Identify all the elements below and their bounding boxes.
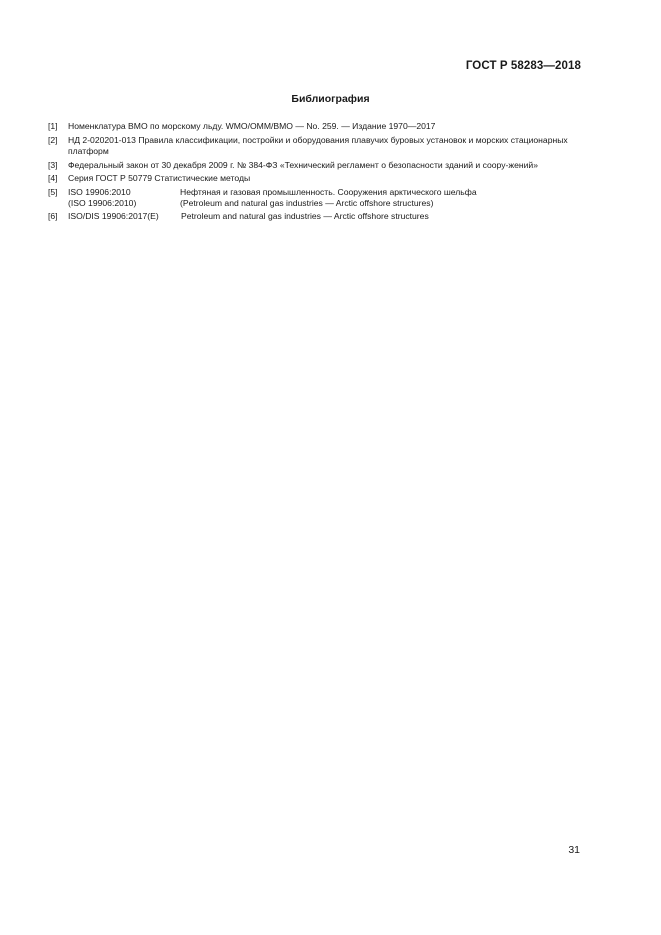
entry-number: [5] (48, 186, 58, 197)
standard-row (68, 211, 588, 222)
entry-number: [6] (48, 210, 58, 221)
standard-code: ISO 19906:2010 (68, 186, 131, 197)
entry-text: Серия ГОСТ Р 50779 Статистические методы (68, 173, 251, 184)
entry-number: [4] (48, 173, 58, 184)
bibliography-entry (48, 211, 588, 222)
standard-title: Petroleum and natural gas industries — Arctic offshore structures (181, 210, 429, 221)
bibliography-entry (48, 173, 588, 184)
bibliography-entry (48, 160, 588, 171)
entry-number: [2] (48, 134, 58, 145)
entry-text: Номенклатура ВМО по морскому льду. WMO/OMM/ВМО — No. 259. — Издание 1970—2017 (68, 121, 436, 131)
entry-text (68, 187, 588, 210)
standard-code: ISO/DIS 19906:2017(E) (68, 210, 159, 221)
standard-row-alt (68, 198, 588, 209)
bibliography-entry (48, 121, 588, 132)
bibliography-entry (48, 187, 588, 210)
entry-number: [3] (48, 159, 58, 170)
standard-title: Нефтяная и газовая промышленность. Сооружения арктического шельфа (180, 186, 477, 197)
entry-text: Федеральный закон от 30 декабря 2009 г. № 384-ФЗ «Технический регламент о безопасности зданий и соору-жений» (68, 159, 539, 170)
document-code: ГОСТ Р 58283—2018 (465, 60, 581, 72)
standard-title-alt: (Petroleum and natural gas industries — Arctic offshore structures) (180, 198, 434, 209)
standard-row (68, 187, 588, 198)
entry-text (68, 211, 588, 222)
bibliography-entry (48, 135, 588, 158)
page-number: 31 (568, 844, 580, 856)
bibliography-title: Библиография (291, 93, 370, 105)
entry-number: [1] (48, 121, 58, 131)
bibliography-list (48, 121, 588, 224)
standard-code-alt: (ISO 19906:2010) (68, 198, 137, 209)
entry-text: НД 2-020201-013 Правила классификации, постройки и оборудования плавучих буровых установок и морских стационарных платформ (68, 134, 568, 156)
